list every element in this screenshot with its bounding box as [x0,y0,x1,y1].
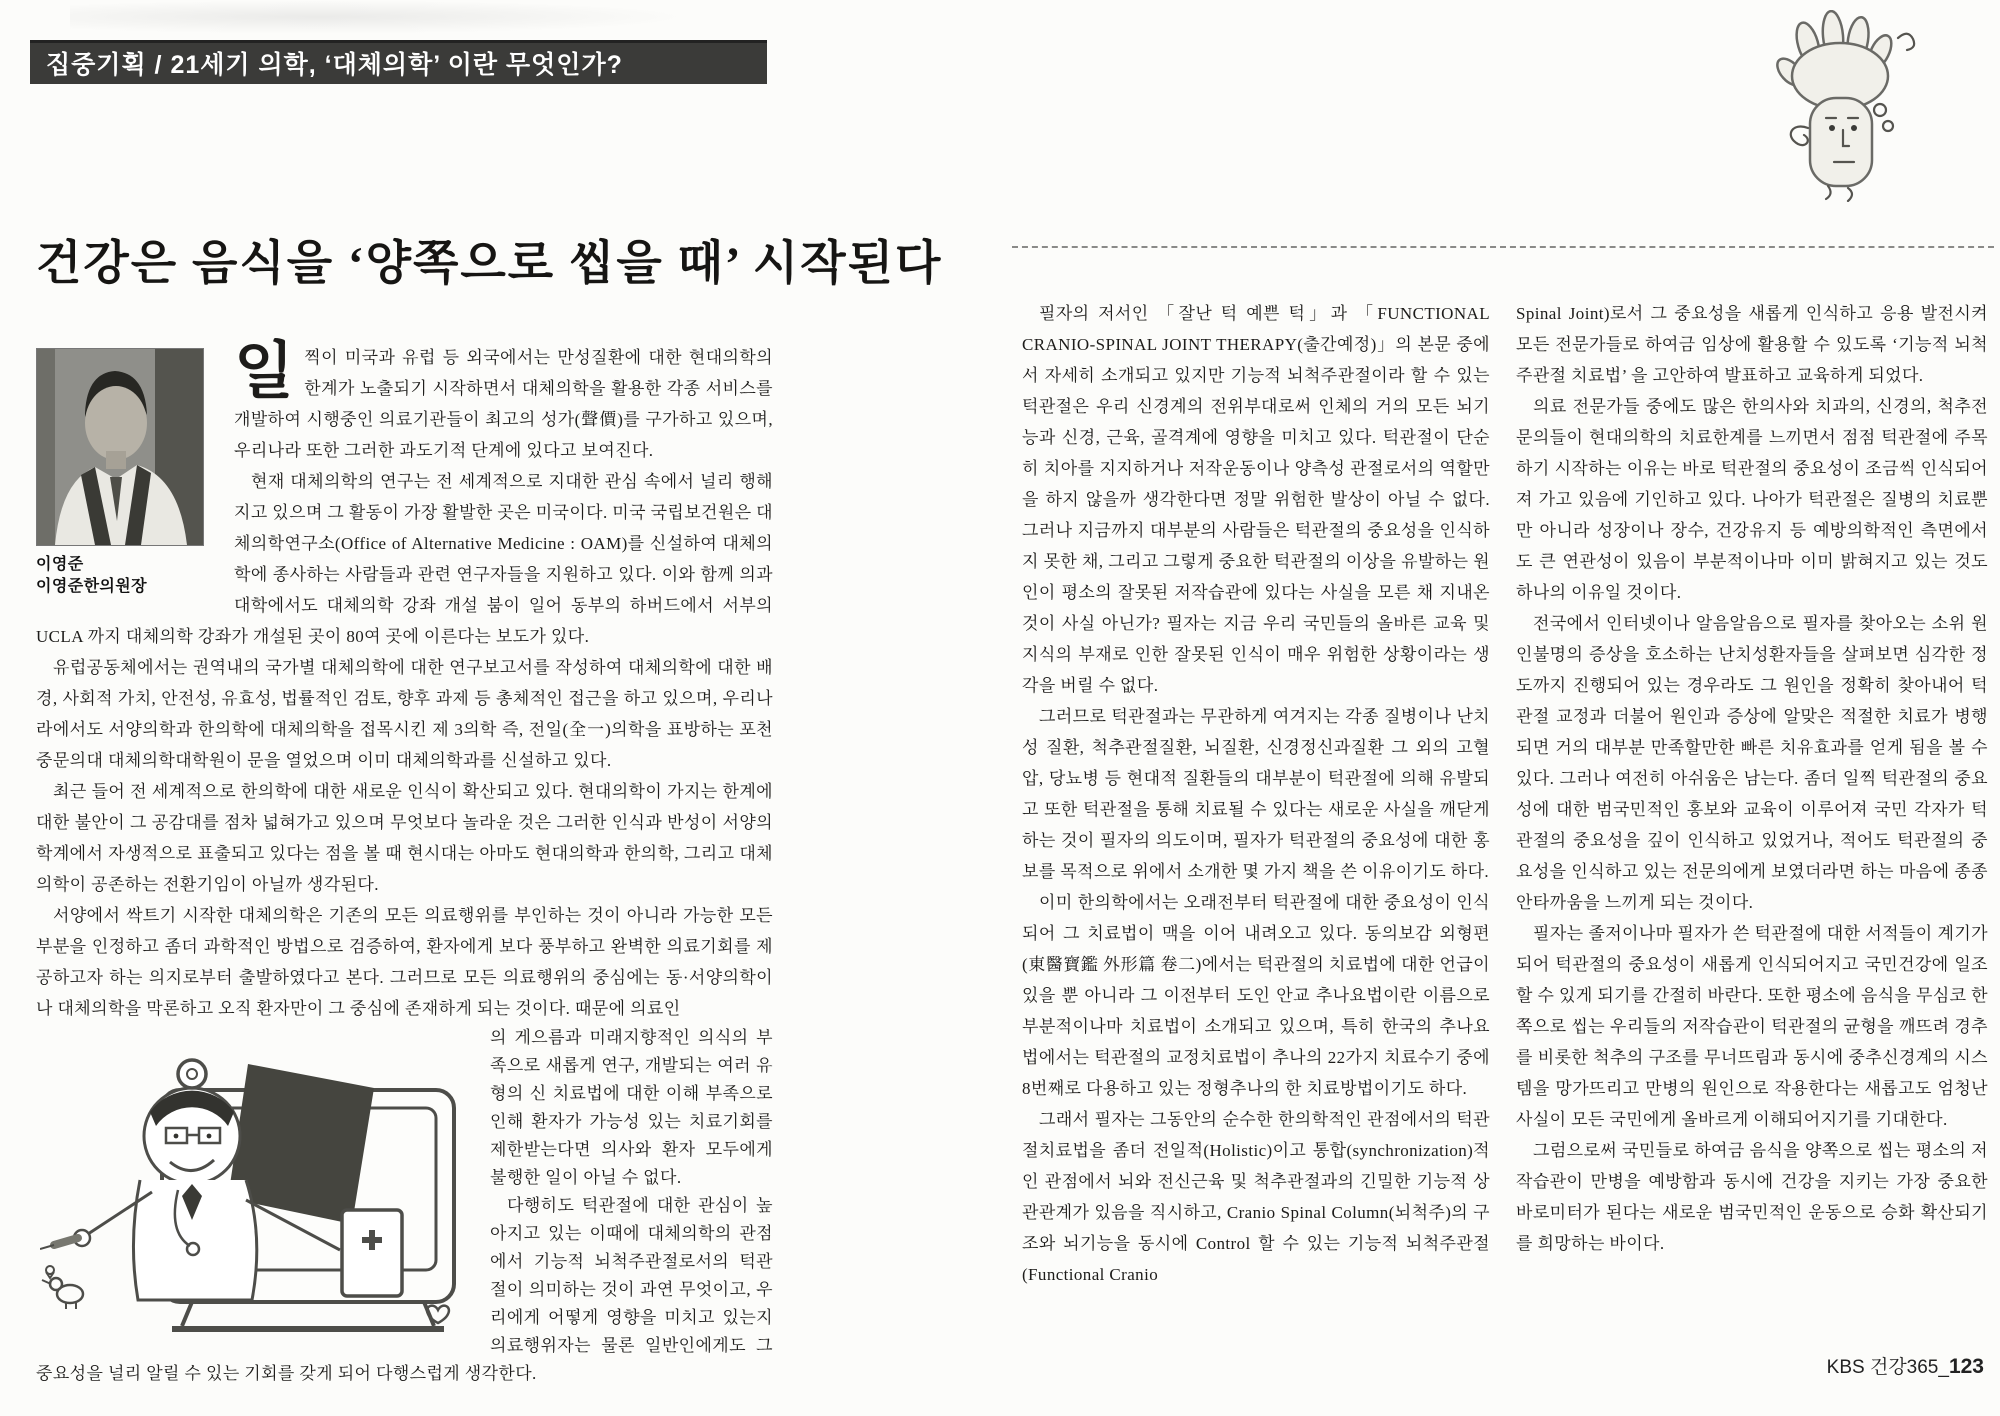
paragraph-right-4: 필자는 졸저이나마 필자가 쓴 턱관절에 대한 서적들이 계기가 되어 턱관절의 중요성이 새롭게 인식되어지고 국민건강에 일조할 수 있게 되기를 간절히 바란다. 또한 평소에 음식을 무심코 한쪽으로 씹는 우리들의 저작습관이 턱관절의 균형을 깨뜨려 경추를 비롯한 척추의 구조를 무너뜨림과 동시에 중추신경계의 시스템을 망가뜨리고 만병의 원인으로 작용한다는 새롭고도 엄청난 사실이 모든 국민에게 올바르게 이해되어지기를 기대한다. [1516,924,1988,1129]
page-footer [1827,1352,1984,1379]
paragraph-middle-4: 그래서 필자는 그동안의 순수한 한의학적인 관점에서의 턱관절치료법을 좀더 전일적(Holistic)이고 통합(synchronization)적인 관점에서 뇌와 전신근육 및 척추관절과의 긴밀한 기능적 상관관계가 있음을 직시하고, Cranio Spinal Column(뇌척주)의 구조와 뇌기능을 동시에 Control 할 수 있는 기능적 뇌척주관절(Functional Cranio [1022,1110,1490,1284]
paragraph-left-5a: 서양에서 싹트기 시작한 대체의학은 기존의 모든 의료행위를 부인하는 것이 아니라 가능한 모든 부분을 인정하고 좀더 과학적인 방법으로 검증하여, 환자에게 보다 풍부하고 완벽한 의료기회를 제공하고자 하는 의지로부터 출발하였다고 본다. 그러므로 모든 의료행위의 중심에는 동·서양의학이나 대체의학을 막론하고 오직 환자만이 그 중심에 존재하게 되는 것이다. 때문에 의료인 [36,906,773,1018]
paragraph-middle-3: 이미 한의학에서는 오래전부터 턱관절에 대한 중요성이 인식되어 그 치료법이 맥을 이어 내려오고 있다. 동의보감 외형편(東醫寶鑑 外形篇 卷二)에서는 턱관절의 치료법에 대한 언급이 있을 뿐 아니라 그 이전부터 도인 안교 추나요법이란 이름으로 부분적이나마 치료법이 소개되고 있으며, 특히 한국의 추나요법에서는 턱관절의 교정치료법이 추나의 22가지 치료수기 중에 8번째로 다용하고 있는 정형추나의 한 치료방법이기도 하다. [1022,893,1490,1098]
paragraph-right-2: 의료 전문가들 중에도 많은 한의사와 치과의, 신경의, 척추전문의들이 현대의학의 치료한계를 느끼면서 점점 턱관절에 주목하기 시작하는 이유는 바로 턱관절의 중요성이 조금씩 인식되어져 가고 있음에 기인하고 있다. 나아가 턱관절은 질병의 치료뿐만 아니라 성장이나 장수, 건강유지 등 예방의학적인 측면에서도 큰 연관성이 있음이 부분적이나마 이미 밝혀지고 있는 것도 하나의 이유일 것이다. [1516,397,1988,602]
paragraph-right-3: 전국에서 인터넷이나 알음알음으로 필자를 찾아오는 소위 원인불명의 증상을 호소하는 난치성환자들을 살펴보면 심각한 정도까지 진행되어 있는 경우라도 그 원인을 정확히 찾아내어 턱관절 교정과 더불어 원인과 증상에 알맞은 적절한 치료가 병행되면 거의 대부분 만족할만한 빠른 치유효과를 얻게 됨을 볼 수 있다. 그러나 여전히 아쉬움은 남는다. 좀더 일찍 턱관절의 중요성에 대한 범국민적인 홍보와 교육이 이루어져 국민 각자가 턱관절의 중요성을 깊이 인식하고 있었거나, 적어도 턱관절의 중요성을 인식하고 있는 전문의에게 보였더라면 하는 마음에 종종 안타까움을 느끼게 되는 것이다. [1516,614,1988,912]
paragraph-middle-1: 필자의 저서인 「잘난 턱 예쁜 턱」과 「FUNCTIONAL CRANIO-SPINAL JOINT THERAPY(출간예정)」의 본문 중에서 자세히 소개되고 있지만 기능적 뇌척주관절이라 할 수 있는 턱관절은 우리 신경계의 전위부대로써 인체의 거의 모든 뇌기능과 신경, 근육, 골격계에 영향을 미치고 있다. 턱관절이 단순히 치아를 지지하거나 저작운동이나 양측성 관절로서의 역할만을 하지 않을까 생각한다면 정말 위험한 발상이 아닐 수 없다. 그러나 지금까지 대부분의 사람들은 턱관절의 중요성을 인식하지 못한 채, 그리고 그렇게 중요한 턱관절의 이상을 유발하는 원인이 평소의 잘못된 저작습관에 있다는 사실을 모른 채 지내온 것이 사실 아닌가? 필자는 지금 우리 국민들의 올바른 교육 및 지식의 부재로 인한 잘못된 인식이 매우 위험한 상황이라는 생각을 버릴 수 없다. [1022,304,1490,695]
article-title: 건강은 음식을 ‘양쪽으로 씹을 때’ 시작된다 [36,238,943,290]
section-kicker-text: 집중기획 / 21세기 의학, ‘대체의학’ 이란 무엇인가? [46,51,623,79]
paragraph-middle-2: 그러므로 턱관절과는 무관하게 여겨지는 각종 질병이나 난치성 질환, 척추관절질환, 뇌질환, 신경정신과질환 그 외의 고혈압, 당뇨병 등 현대적 질환들의 대부분이 턱관절에 의해 유발되고 또한 턱관절을 통해 치료될 수 있다는 새로운 사실을 깨닫게 하는 것이 필자의 의도이며, 필자가 턱관절의 중요성에 대한 홍보를 목적으로 위에서 소개한 몇 가지 책을 쓴 이유이기도 하다. [1022,707,1490,881]
right-column [1516,298,1988,1259]
paragraph-left-1-text: 찍이 미국과 유럽 등 외국에서는 만성질환에 대한 현대의학의 한계가 노출되기 시작하면서 대체의학을 활용한 각종 서비스를 개발하여 시행중인 의료기관들이 최고의 성가(聲價)를 구가하고 있으며, 우리나라 또한 그러한 과도기적 단계에 있다고 보여진다. [234,348,773,460]
author-caption [36,554,206,598]
dashed-divider [1012,246,1994,248]
section-kicker-bar [30,40,767,84]
paragraph-left-6: 다행히도 턱관절에 대한 관심이 높아지고 있는 이때에 대체의학의 관점에서 기능적 뇌척주관절로서의 턱관절이 의미하는 것이 과연 무엇이고, 우리에게 어떻게 영향을 미치고 있는지 의료행위자는 물론 일반인에게도 그 중요성을 널리 알릴 수 있는 기회를 갖게 되어 다행스럽게 생각한다. [36,1196,773,1383]
hand-face-doodle-icon [1748,10,1928,202]
paragraph-left-4: 최근 들어 전 세계적으로 한의학에 대한 새로운 인식이 확산되고 있다. 현대의학이 가지는 한계에 대한 불안이 그 공감대를 점차 넓혀가고 있으며 무엇보다 놀라운 것은 그러한 인식과 반성이 서양의학계에서 자생적으로 표출되고 있다는 점을 볼 때 현시대는 아마도 현대의학과 한의학, 그리고 대체의학이 공존하는 전환기임이 아닐까 생각된다. [36,782,773,894]
footer-page-number: 123 [1948,1355,1984,1378]
left-column [36,338,773,1388]
author-photo [36,348,204,546]
author-photo-block [36,348,206,598]
doctor-tv-illustration [40,1032,472,1334]
author-name: 이영준 [36,556,84,573]
middle-column [1022,298,1490,1290]
paragraph-left-2: 현재 대체의학의 연구는 전 세계적으로 지대한 관심 속에서 널리 행해지고 있으며 그 활동이 가장 활발한 곳은 미국이다. 미국 국립보건원은 대체의학연구소(Office of Alternative Medicine : OAM)를 신설하여 대체의학에 종사하는 사람들과 관련 연구자들을 지원하고 있다. 이와 함께 의과대학에서도 대체의학 강좌 개설 붐이 일어 동부의 하버드에서 서부의 UCLA 까지 대체의학 강좌가 개설된 곳이 80여 곳에 이른다는 보도가 있다. [36,472,773,646]
dropcap: 일 [234,338,295,406]
scan-artifact [70,0,690,34]
paragraph-left-5b: 의 게으름과 미래지향적인 의식의 부족으로 새롭게 연구, 개발되는 여러 유형의 신 치료법에 대한 이해 부족으로 인해 환자가 가능성 있는 치료기회를 제한받는다면 의사와 환자 모두에게 불행한 일이 아닐 수 없다. [490,1028,773,1187]
paragraph-right-5: 그럼으로써 국민들로 하여금 음식을 양쪽으로 씹는 평소의 저작습관이 만병을 예방함과 동시에 건강을 지키는 가장 중요한 바로미터가 된다는 새로운 범국민적인 운동으로 승화 확산되기를 희망하는 바이다. [1516,1141,1988,1253]
paragraph-left-3: 유럽공동체에서는 권역내의 국가별 대체의학에 대한 연구보고서를 작성하여 대체의학에 대한 배경, 사회적 가치, 안전성, 유효성, 법률적인 검토, 향후 과제 등 총체적인 접근을 하고 있으며, 우리나라에서도 서양의학과 한의학에 대체의학을 접목시킨 제 3의학 즉, 전일(全一)의학을 표방하는 포천중문의대 대체의학대학원이 문을 열었으며 이미 대체의학과를 신설하고 있다. [36,658,773,770]
paragraph-right-1: Spinal Joint)로서 그 중요성을 새롭게 인식하고 응용 발전시켜 모든 전문가들로 하여금 임상에 활용할 수 있도록 ‘기능적 뇌척주관절 치료법’ 을 고안하여 발표하고 교육하게 되었다. [1516,304,1988,385]
footer-label: KBS 건강365_ [1826,1357,1949,1378]
author-role: 이영준한의원장 [36,578,147,595]
